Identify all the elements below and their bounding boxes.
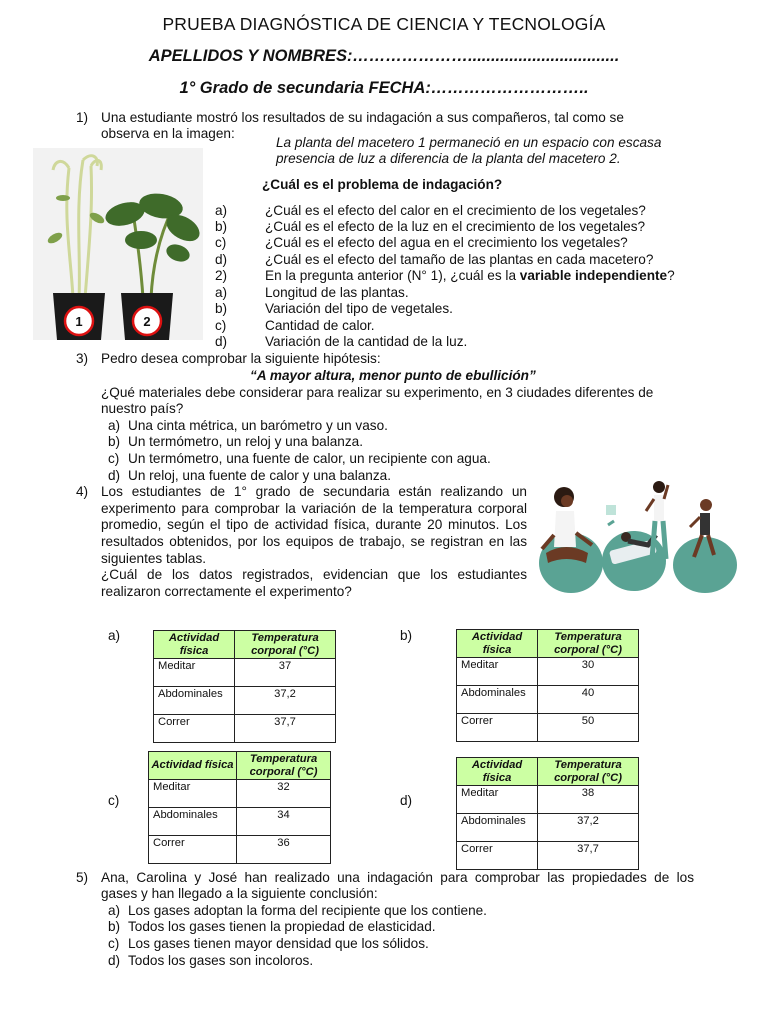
q2-text xyxy=(265,268,675,284)
q5-option-a-text: Los gases adoptan la forma del recipiente que los contiene. xyxy=(128,903,487,918)
q4-table-d-letter: d) xyxy=(400,793,413,808)
q4-table-a xyxy=(153,630,336,743)
table-cell: Correr xyxy=(149,836,237,864)
q1-option-c-letter: c) xyxy=(215,235,227,250)
table-row xyxy=(457,658,639,686)
table-row xyxy=(154,659,336,687)
q5-option-b-text: Todos los gases tienen la propiedad de elasticidad. xyxy=(128,919,436,934)
q2-option-c-text: Cantidad de calor. xyxy=(265,318,375,333)
table-header-temperature: Temperatura corporal (°C) xyxy=(538,758,639,786)
table-cell: Correr xyxy=(457,714,538,742)
q4-table-a-letter: a) xyxy=(108,628,121,643)
q5-text-line1: Ana, Carolina y José han realizado una indagación para comprobar las propiedades de los xyxy=(101,870,694,885)
q3-text-line1: Pedro desea comprobar la siguiente hipótesis: xyxy=(101,351,381,366)
q1-quote-line1: La planta del macetero 1 permaneció en un espacio con escasa xyxy=(276,135,662,150)
table-cell: 36 xyxy=(237,836,331,864)
table-cell: Abdominales xyxy=(457,814,538,842)
q1-text-line1: Una estudiante mostró los resultados de su indagación a sus compañeros, tal como se xyxy=(101,110,624,125)
q2-option-a-text: Longitud de las plantas. xyxy=(265,285,409,300)
table-cell: 50 xyxy=(538,714,639,742)
q4-table-c-letter: c) xyxy=(108,793,120,808)
q5-option-d-letter: d) xyxy=(108,953,121,968)
q4-text-line4: resultados obtenidos, por los equipos de trabajo, se registran en las xyxy=(101,534,527,549)
table-header-activity: Actividad física xyxy=(457,758,538,786)
table-row xyxy=(149,836,331,864)
table-cell: Correr xyxy=(457,842,538,870)
table-cell: 32 xyxy=(237,780,331,808)
table-header-activity: Actividad física xyxy=(457,630,538,658)
plant-experiment-image xyxy=(33,148,203,340)
table-cell: Abdominales xyxy=(154,687,235,715)
q2-text-start: En la pregunta anterior (N° 1), ¿cuál es la xyxy=(265,268,520,283)
table-header-activity: Actividad física xyxy=(154,631,235,659)
q2-option-d-text: Variación de la cantidad de la luz. xyxy=(265,334,468,349)
fitness-illustration xyxy=(538,475,738,593)
table-row xyxy=(457,842,639,870)
table-cell: 40 xyxy=(538,686,639,714)
q5-option-a-letter: a) xyxy=(108,903,121,918)
page-title: PRUEBA DIAGNÓSTICA DE CIENCIA Y TECNOLOGÍA xyxy=(162,14,606,34)
q3-hypothesis: “A mayor altura, menor punto de ebullición” xyxy=(250,368,536,383)
table-row xyxy=(154,715,336,743)
q1-option-c-text: ¿Cuál es el efecto del agua en el crecimiento los vegetales? xyxy=(265,235,628,250)
table-cell: Meditar xyxy=(154,659,235,687)
table-row xyxy=(457,786,639,814)
table-header-temperature: Temperatura corporal (°C) xyxy=(235,631,336,659)
q3-option-b-text: Un termómetro, un reloj y una balanza. xyxy=(128,434,363,449)
q4-text-line6: ¿Cuál de los datos registrados, evidencian que los estudiantes xyxy=(101,567,527,582)
q4-table-b-letter: b) xyxy=(400,628,413,643)
q2-option-a-letter: a) xyxy=(215,285,228,300)
q3-number: 3) xyxy=(76,351,89,366)
table-row xyxy=(457,686,639,714)
table-cell: 37,7 xyxy=(235,715,336,743)
table-cell: 37 xyxy=(235,659,336,687)
q3-option-d-letter: d) xyxy=(108,468,121,483)
q4-table-c xyxy=(148,751,331,864)
q4-text-line1: Los estudiantes de 1° grado de secundaria están realizando un xyxy=(101,484,527,499)
grade-date-line: 1° Grado de secundaria FECHA:……………………….. xyxy=(179,79,589,97)
q1-option-d-text: ¿Cuál es el efecto del tamaño de las plantas en cada macetero? xyxy=(265,252,654,267)
q1-option-b-text: ¿Cuál es el efecto de la luz en el crecimiento de los vegetales? xyxy=(265,219,646,234)
table-cell: 37,2 xyxy=(538,814,639,842)
table-row xyxy=(154,687,336,715)
table-cell: 30 xyxy=(538,658,639,686)
q4-number: 4) xyxy=(76,484,89,499)
q4-text-line2: experimento para comprobar la variación de la temperatura corporal xyxy=(101,501,527,516)
q4-text-line7: realizaron correctamente el experimento? xyxy=(101,584,352,599)
q1-quote-line2: presencia de luz a diferencia de la planta del macetero 2. xyxy=(276,151,621,166)
q1-option-a-letter: a) xyxy=(215,203,228,218)
table-row xyxy=(149,808,331,836)
q3-option-c-letter: c) xyxy=(108,451,120,466)
q5-number: 5) xyxy=(76,870,89,885)
q3-option-a-text: Una cinta métrica, un barómetro y un vaso. xyxy=(128,418,388,433)
q5-option-d-text: Todos los gases son incoloros. xyxy=(128,953,314,968)
q5-text-line2: gases y han llegado a la siguiente conclusión: xyxy=(101,886,378,901)
q2-number: 2) xyxy=(215,268,228,283)
table-cell: 38 xyxy=(538,786,639,814)
q3-text-line3: nuestro país? xyxy=(101,401,184,416)
q2-option-b-text: Variación del tipo de vegetales. xyxy=(265,301,453,316)
q2-text-bold: variable independiente xyxy=(519,268,668,283)
q4-text-line5: siguientes tablas. xyxy=(101,551,207,566)
q3-option-a-letter: a) xyxy=(108,418,121,433)
q3-option-b-letter: b) xyxy=(108,434,121,449)
q3-text-line2: ¿Qué materiales debe considerar para realizar su experimento, en 3 ciudades diferentes de xyxy=(101,385,654,400)
q2-option-d-letter: d) xyxy=(215,334,228,349)
table-row xyxy=(457,714,639,742)
q1-option-b-letter: b) xyxy=(215,219,228,234)
q2-text-end: ? xyxy=(667,268,675,283)
q5-option-c-text: Los gases tienen mayor densidad que los sólidos. xyxy=(128,936,429,951)
table-header-activity: Actividad física xyxy=(149,752,237,780)
table-cell: 34 xyxy=(237,808,331,836)
names-line: APELLIDOS Y NOMBRES:…………………................................. xyxy=(148,47,620,65)
q3-option-c-text: Un termómetro, una fuente de calor, un recipiente con agua. xyxy=(128,451,491,466)
q1-number: 1) xyxy=(76,110,89,125)
q4-table-b xyxy=(456,629,639,742)
q2-option-b-letter: b) xyxy=(215,301,228,316)
q4-table-d xyxy=(456,757,639,870)
q1-option-d-letter: d) xyxy=(215,252,228,267)
q1-option-a-text: ¿Cuál es el efecto del calor en el crecimiento de los vegetales? xyxy=(265,203,646,218)
pot-label-1: 1 xyxy=(75,314,83,329)
table-row xyxy=(149,780,331,808)
q2-option-c-letter: c) xyxy=(215,318,227,333)
pot-label-2: 2 xyxy=(143,314,151,329)
meditating-person xyxy=(542,487,592,563)
table-row xyxy=(457,814,639,842)
q1-text-line2: observa en la imagen: xyxy=(101,126,235,141)
table-cell: Correr xyxy=(154,715,235,743)
q4-text-line3: promedio, según el tipo de actividad física, durante 20 minutos. Los xyxy=(101,517,527,532)
q5-option-b-letter: b) xyxy=(108,919,121,934)
q5-option-c-letter: c) xyxy=(108,936,120,951)
table-header-temperature: Temperatura corporal (°C) xyxy=(538,630,639,658)
table-cell: Meditar xyxy=(457,786,538,814)
table-cell: Abdominales xyxy=(149,808,237,836)
q3-option-d-text: Un reloj, una fuente de calor y una balanza. xyxy=(128,468,391,483)
q1-question: ¿Cuál es el problema de indagación? xyxy=(262,177,503,192)
table-cell: Meditar xyxy=(149,780,237,808)
table-cell: Meditar xyxy=(457,658,538,686)
table-header-temperature: Temperatura corporal (°C) xyxy=(237,752,331,780)
table-cell: Abdominales xyxy=(457,686,538,714)
table-cell: 37,7 xyxy=(538,842,639,870)
table-cell: 37,2 xyxy=(235,687,336,715)
